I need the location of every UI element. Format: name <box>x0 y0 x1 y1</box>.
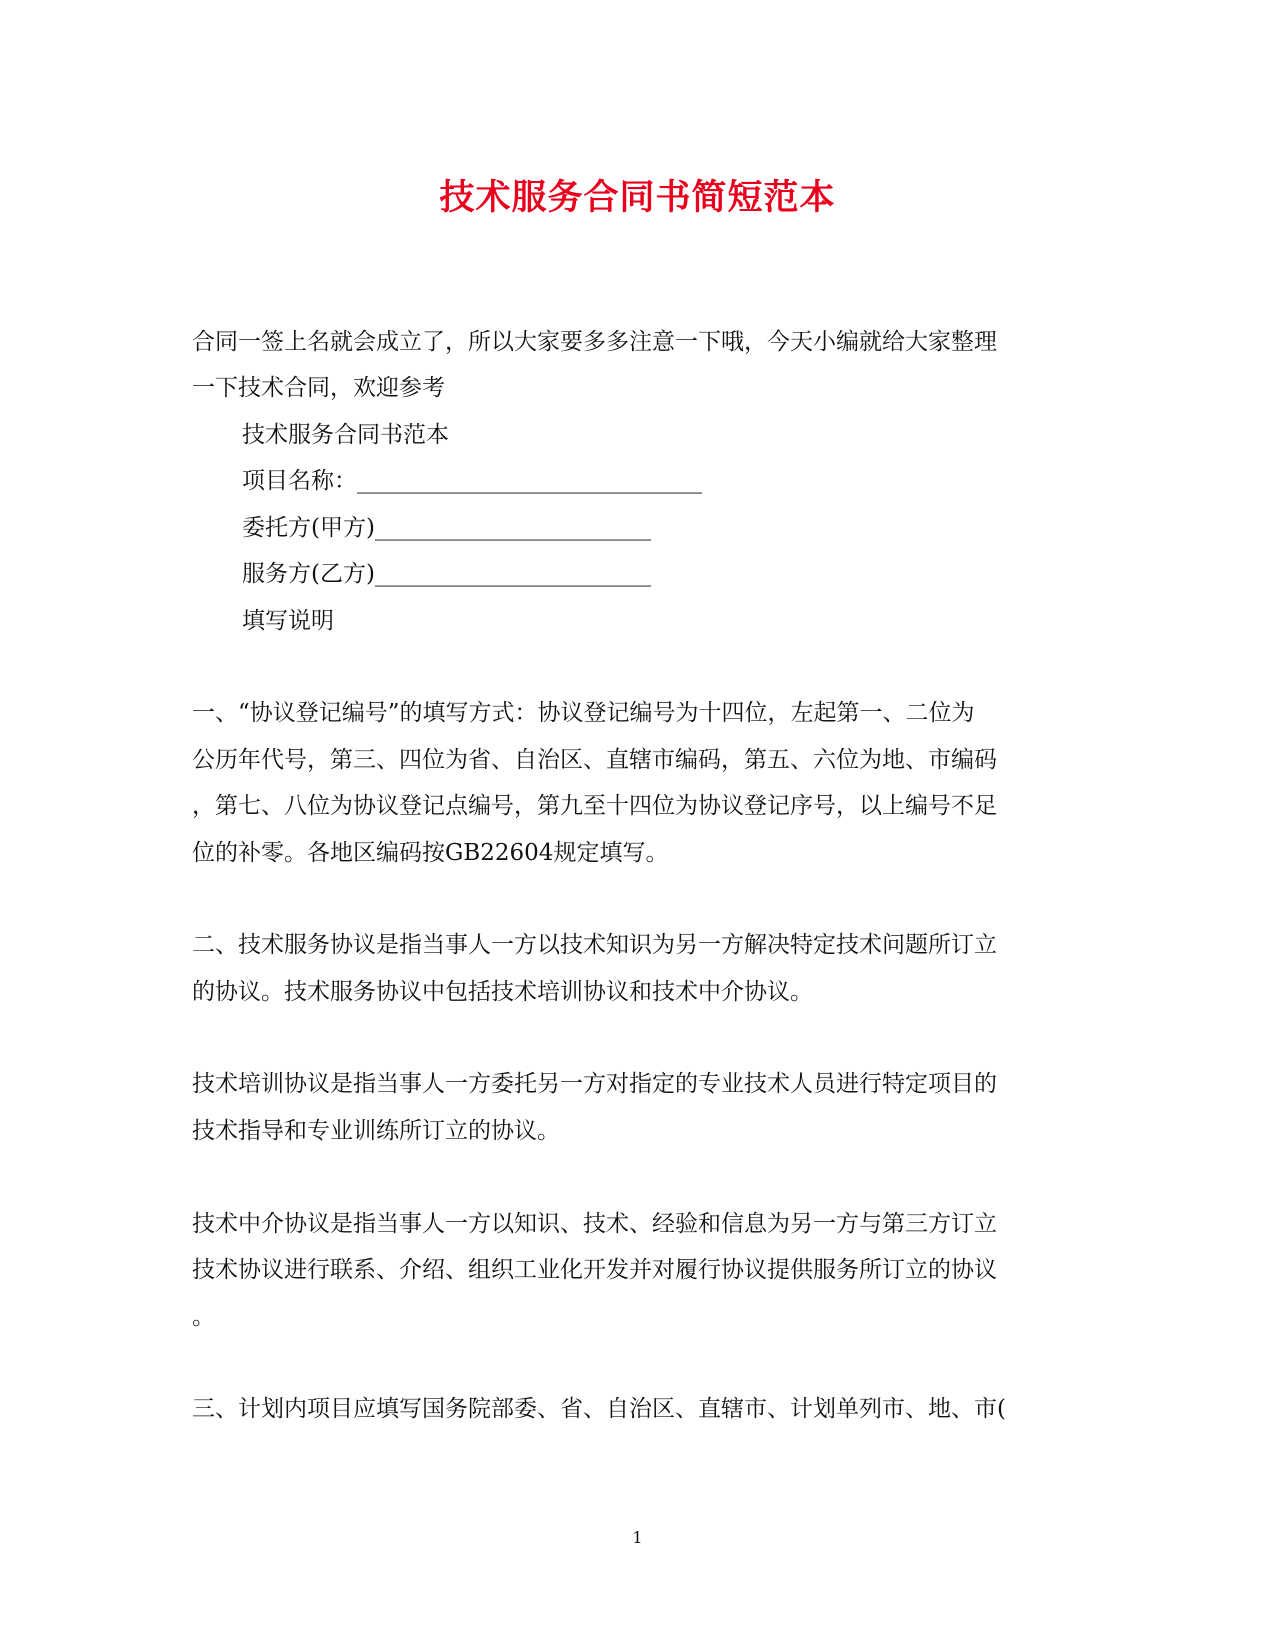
document-title: 技术服务合同书简短范本 <box>439 177 836 218</box>
section1-line: 公历年代号，第三、四位为省、自治区、直辖市编码，第五、六位为地、市编码 <box>192 747 997 773</box>
intermediary-line: 。 <box>192 1304 215 1330</box>
intermediary-line: 技术中介协议是指当事人一方以知识、技术、经验和信息为另一方与第三方订立 <box>192 1211 997 1237</box>
project-name-field: 项目名称：______________________________ <box>242 468 702 494</box>
section1-line: 位的补零。各地区编码按GB22604规定填写。 <box>192 840 669 866</box>
instructions-heading: 填写说明 <box>242 608 334 634</box>
training-line: 技术指导和专业训练所订立的协议。 <box>192 1118 560 1144</box>
intro-line: 合同一签上名就会成立了，所以大家要多多注意一下哦，今天小编就给大家整理 <box>192 329 997 355</box>
intermediary-line: 技术协议进行联系、介绍、组织工业化开发并对履行协议提供服务所订立的协议 <box>192 1257 997 1283</box>
client-field: 委托方(甲方)________________________ <box>242 515 651 541</box>
section2-line: 的协议。技术服务协议中包括技术培训协议和技术中介协议。 <box>192 979 813 1005</box>
section1-line: 一、“协议登记编号”的填写方式：协议登记编号为十四位，左起第一、二位为 <box>192 700 975 726</box>
training-line: 技术培训协议是指当事人一方委托另一方对指定的专业技术人员进行特定项目的 <box>192 1071 997 1097</box>
form-heading: 技术服务合同书范本 <box>242 422 449 448</box>
section3-line: 三、计划内项目应填写国务院部委、省、自治区、直辖市、计划单列市、地、市( <box>192 1396 1006 1422</box>
section2-line: 二、技术服务协议是指当事人一方以技术知识为另一方解决特定技术问题所订立 <box>192 932 997 958</box>
intro-line: 一下技术合同，欢迎参考 <box>192 375 445 401</box>
provider-field: 服务方(乙方)________________________ <box>242 561 651 587</box>
section1-line: ，第七、八位为协议登记点编号，第九至十四位为协议登记序号，以上编号不足 <box>192 793 997 819</box>
page-number: 1 <box>632 1528 643 1547</box>
